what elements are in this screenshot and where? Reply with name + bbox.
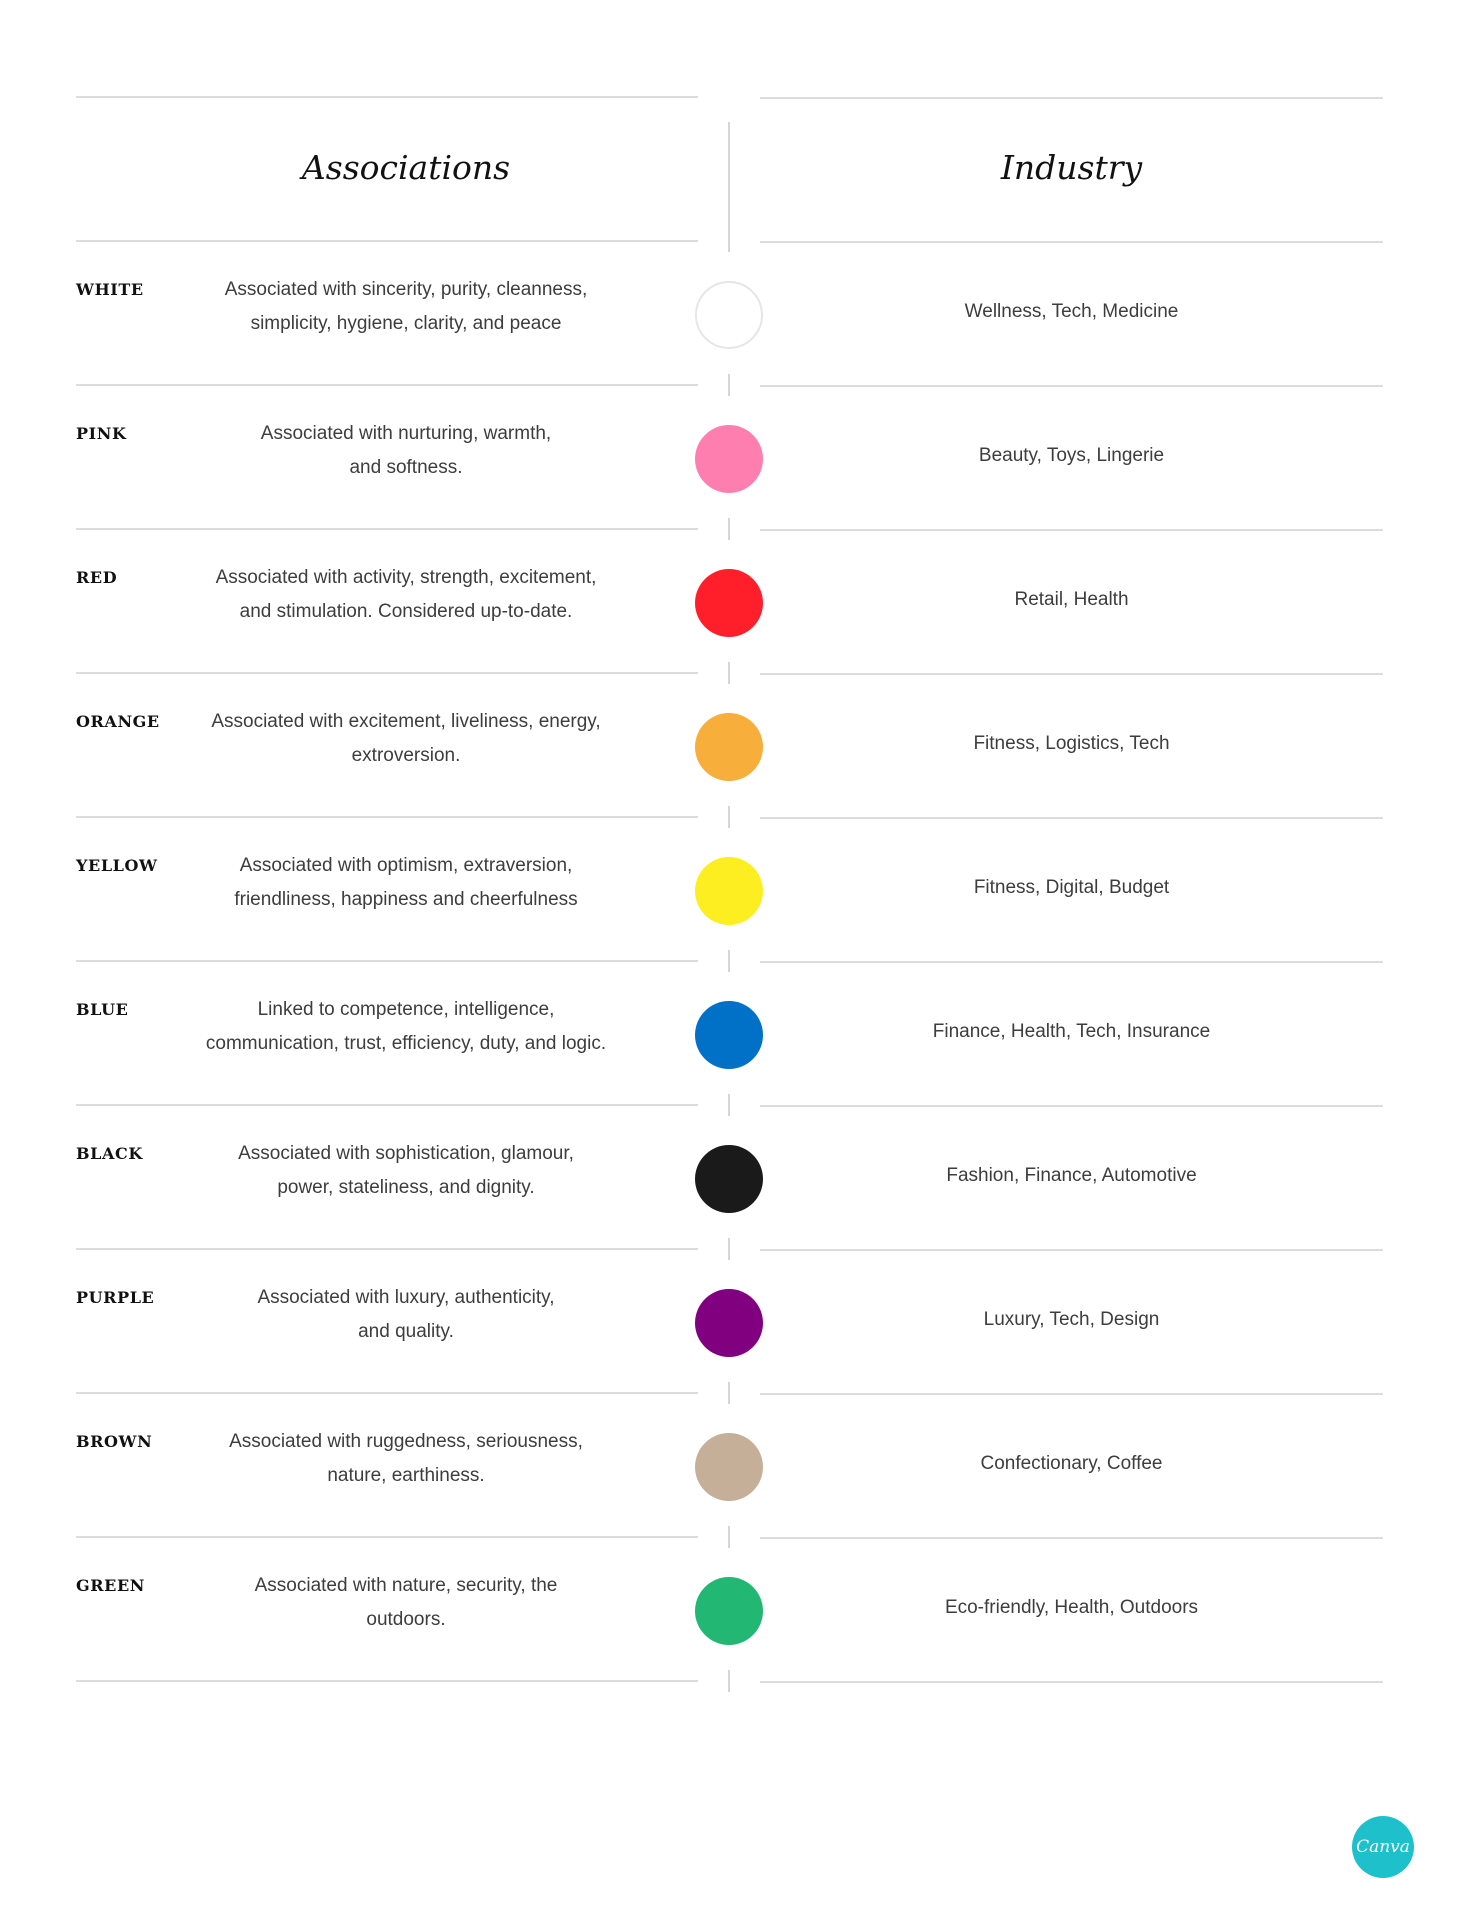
association-text — [186, 849, 626, 917]
association-text — [186, 705, 626, 773]
color-swatch-red — [695, 569, 763, 637]
association-text — [186, 993, 626, 1061]
association-line-1: Associated with activity, strength, excitement, — [215, 567, 597, 588]
associations-heading: Associations — [301, 148, 511, 187]
association-line-1: Linked to competence, intelligence, — [257, 999, 555, 1020]
association-text — [186, 417, 626, 485]
table-row-pink — [0, 384, 1459, 528]
color-swatch-pink — [695, 425, 763, 493]
industry-text: Fitness, Logistics, Tech — [973, 733, 1170, 754]
table-row-green — [0, 1536, 1459, 1680]
association-line-2: extroversion. — [351, 745, 461, 766]
color-swatch-purple — [695, 1289, 763, 1357]
industry-text: Beauty, Toys, Lingerie — [978, 445, 1165, 466]
industry-text: Eco-friendly, Health, Outdoors — [944, 1597, 1199, 1618]
table-row-brown — [0, 1392, 1459, 1536]
header-top-line-left — [76, 96, 698, 98]
table-row-orange — [0, 672, 1459, 816]
color-name: BLACK — [76, 1144, 143, 1163]
association-line-1: Associated with excitement, liveliness, energy, — [211, 711, 601, 732]
table-row-black — [0, 1104, 1459, 1248]
table-row-blue — [0, 960, 1459, 1104]
color-name: BLUE — [76, 1000, 129, 1019]
association-line-1: Associated with sincerity, purity, cleanness, — [224, 279, 588, 300]
association-line-2: communication, trust, efficiency, duty, and logic. — [205, 1033, 607, 1054]
color-swatch-brown — [695, 1433, 763, 1501]
color-swatch-yellow — [695, 857, 763, 925]
association-line-1: Associated with optimism, extraversion, — [239, 855, 573, 876]
color-name: ORANGE — [76, 712, 160, 731]
table-row-red — [0, 528, 1459, 672]
association-line-2: power, stateliness, and dignity. — [277, 1177, 535, 1198]
association-line-2: and stimulation. Considered up-to-date. — [239, 601, 573, 622]
color-swatch-black — [695, 1145, 763, 1213]
industry-text: Confectionary, Coffee — [980, 1453, 1163, 1474]
association-line-1: Associated with luxury, authenticity, — [257, 1287, 555, 1308]
association-line-1: Associated with sophistication, glamour, — [238, 1143, 574, 1164]
association-line-1: Associated with nature, security, the — [254, 1575, 558, 1596]
table-row-yellow — [0, 816, 1459, 960]
industry-text: Retail, Health — [1014, 589, 1129, 610]
industry-text: Fitness, Digital, Budget — [973, 877, 1170, 898]
table-row-purple — [0, 1248, 1459, 1392]
industry-text: Fashion, Finance, Automotive — [946, 1165, 1197, 1186]
industry-heading: Industry — [1000, 148, 1143, 187]
color-swatch-green — [695, 1577, 763, 1645]
association-text — [186, 1281, 626, 1349]
canva-logo: Canva — [1352, 1816, 1414, 1878]
table-bottom-tick — [728, 1670, 730, 1692]
association-text — [186, 1137, 626, 1205]
header-top-line-right — [760, 97, 1383, 99]
color-name: RED — [76, 568, 118, 587]
association-text — [186, 561, 626, 629]
association-line-2: and softness. — [349, 457, 463, 478]
industry-text: Finance, Health, Tech, Insurance — [932, 1021, 1211, 1042]
color-swatch-orange — [695, 713, 763, 781]
color-name: PURPLE — [76, 1288, 155, 1307]
color-name: WHITE — [76, 280, 144, 299]
table-row-white — [0, 240, 1459, 384]
association-text — [186, 1425, 626, 1493]
association-line-2: outdoors. — [366, 1609, 446, 1630]
association-line-2: friendliness, happiness and cheerfulness — [234, 889, 578, 910]
association-line-1: Associated with nurturing, warmth, — [260, 423, 552, 444]
association-line-2: nature, earthiness. — [327, 1465, 485, 1486]
industry-text: Luxury, Tech, Design — [983, 1309, 1160, 1330]
industry-text: Wellness, Tech, Medicine — [964, 301, 1179, 322]
color-name: BROWN — [76, 1432, 153, 1451]
association-line-2: and quality. — [358, 1321, 454, 1342]
color-name: GREEN — [76, 1576, 145, 1595]
color-name: PINK — [76, 424, 127, 443]
color-swatch-white — [695, 281, 763, 349]
table-bottom-line-left — [76, 1680, 698, 1682]
color-swatch-blue — [695, 1001, 763, 1069]
association-text — [186, 1569, 626, 1637]
association-line-1: Associated with ruggedness, seriousness, — [229, 1431, 583, 1452]
color-name: YELLOW — [76, 856, 158, 875]
association-line-2: simplicity, hygiene, clarity, and peace — [250, 313, 562, 334]
association-text — [186, 273, 626, 341]
table-bottom-line-right — [760, 1681, 1383, 1683]
